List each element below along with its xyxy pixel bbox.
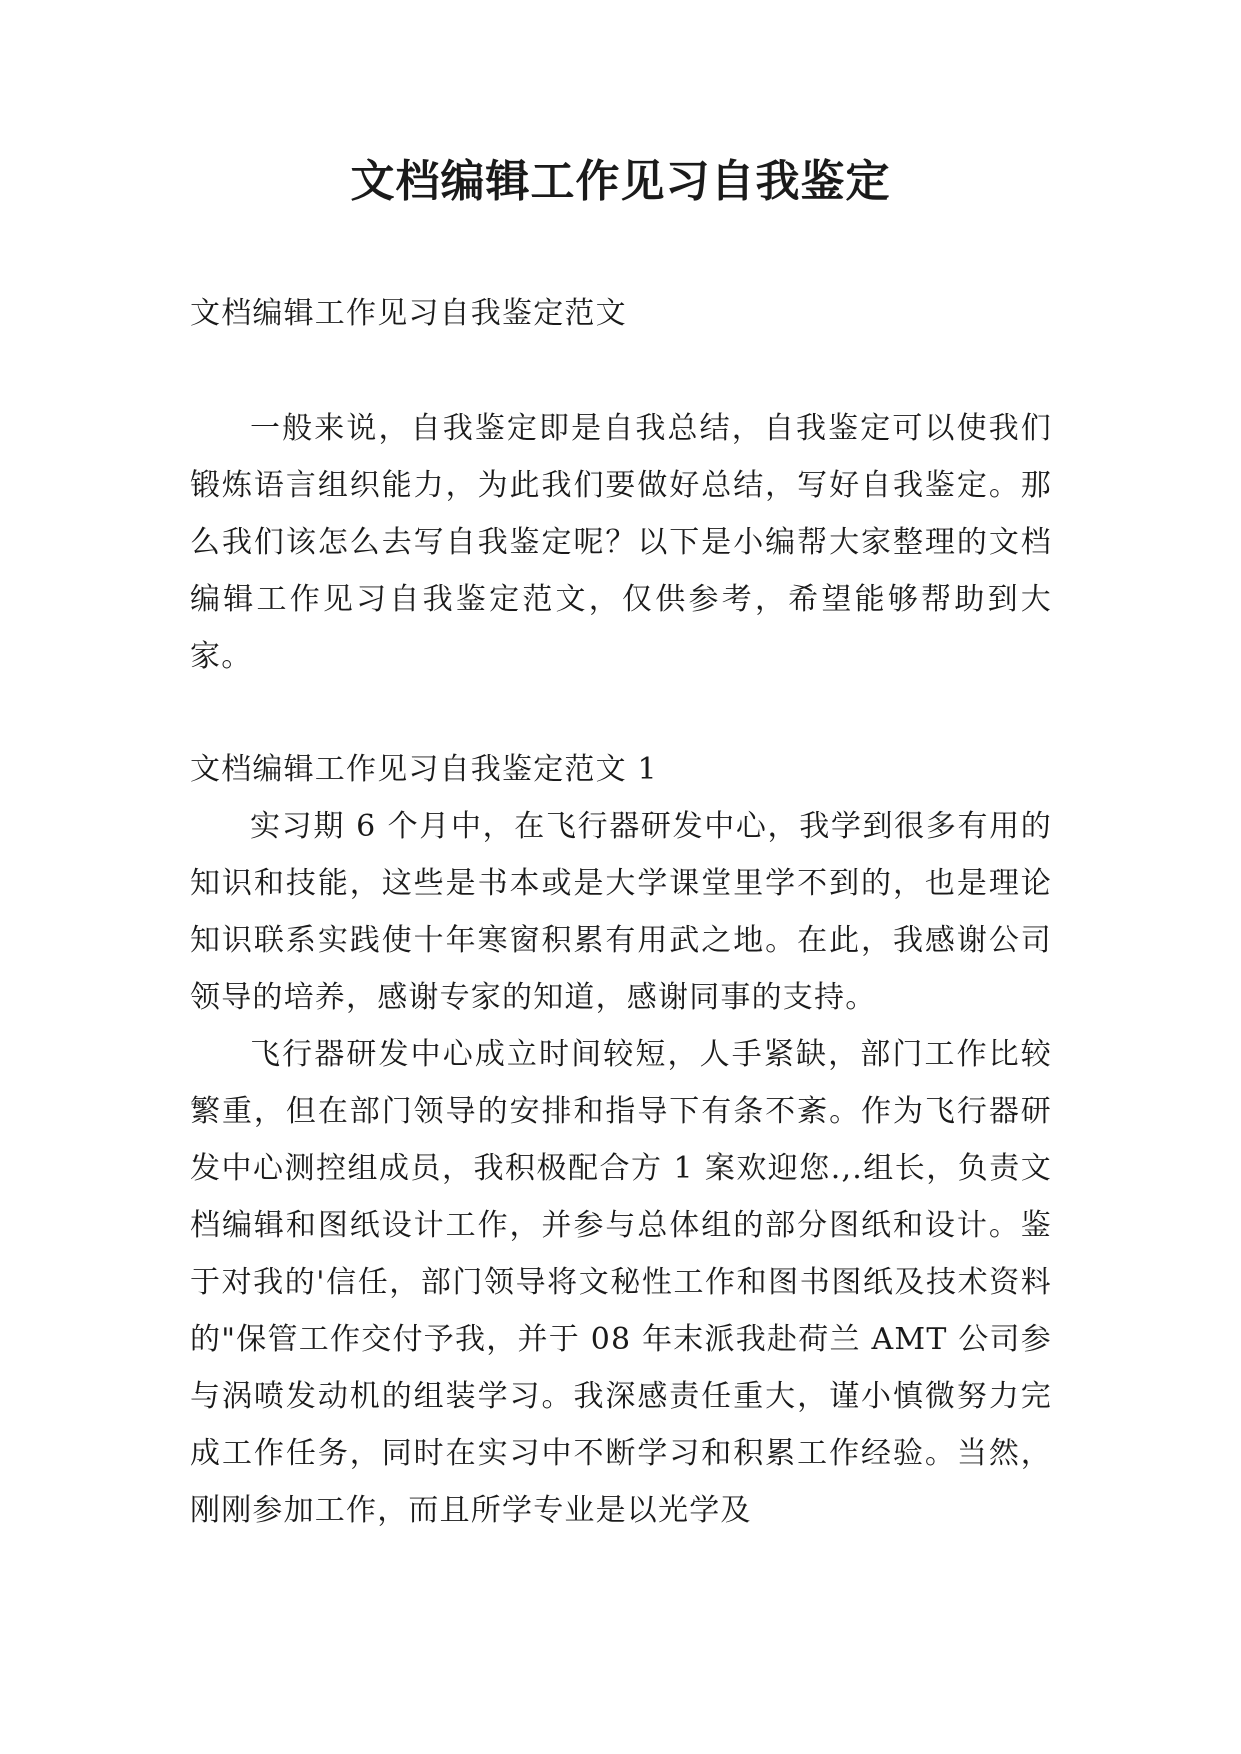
intro-paragraph: 一般来说，自我鉴定即是自我总结，自我鉴定可以使我们锻炼语言组织能力，为此我们要做好总结，写好自我鉴定。那么我们该怎么去写自我鉴定呢？以下是小编帮大家整理的文档编辑工作见习自我鉴定范文，仅供参考，希望能够帮助到大家。 [190, 411, 1052, 674]
body-paragraph-1: 实习期 6 个月中，在飞行器研发中心，我学到很多有用的知识和技能，这些是书本或是大学课堂里学不到的，也是理论知识联系实践使十年寒窗积累有用武之地。在此，我感谢公司领导的培养，感谢专家的知道，感谢同事的支持。 [190, 809, 1052, 1015]
document-body [190, 285, 1052, 1539]
document-subtitle: 文档编辑工作见习自我鉴定范文 [190, 296, 627, 331]
body-paragraph-2: 飞行器研发中心成立时间较短，人手紧缺，部门工作比较繁重，但在部门领导的安排和指导下有条不紊。作为飞行器研发中心测控组成员，我积极配合方 1 案欢迎您.,.组长，负责文档编辑和图纸设计工作，并参与总体组的部分图纸和设计。鉴于对我的'信任，部门领导将文秘性工作和图书图纸及技术资料的"保管工作交付予我，并于 08 年末派我赴荷兰 AMT 公司参与涡喷发动机的组装学习。我深感责任重大，谨小慎微努力完成工作任务，同时在实习中不断学习和积累工作经验。当然，刚刚参加工作，而且所学专业是以光学及 [190, 1037, 1052, 1528]
section-heading: 文档编辑工作见习自我鉴定范文 1 [190, 752, 658, 787]
document-title: 文档编辑工作见习自我鉴定 [350, 156, 891, 207]
